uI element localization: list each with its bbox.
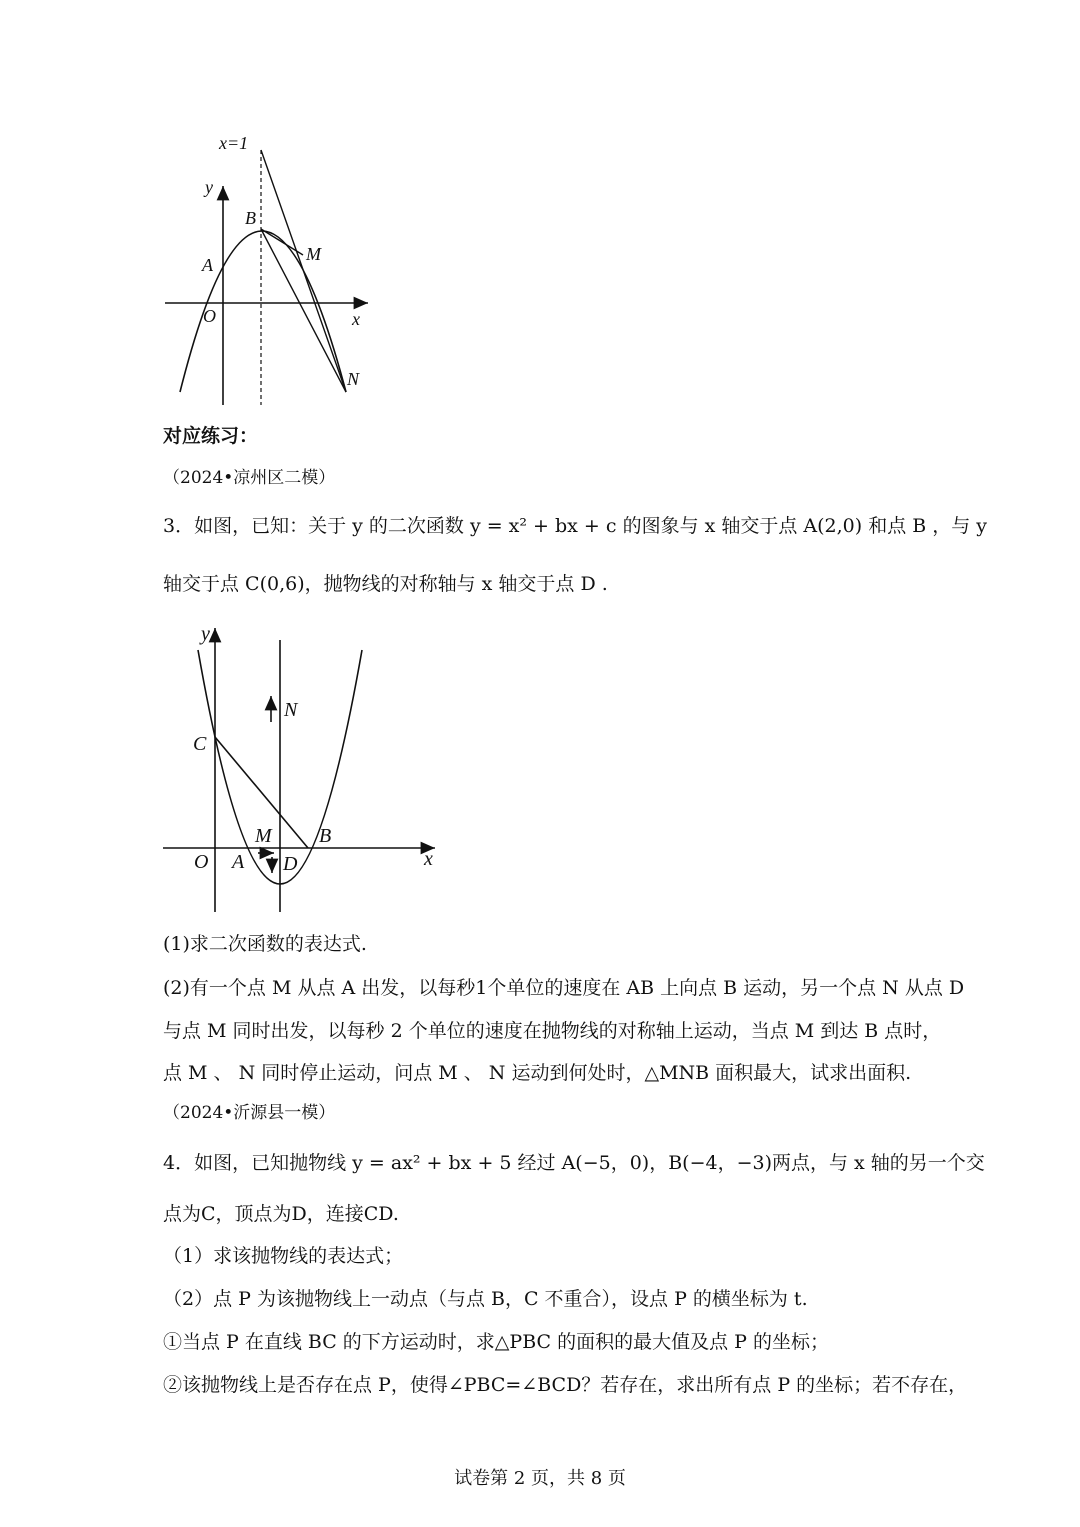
label-a: A bbox=[202, 255, 213, 275]
q3-source: （2024•凉州区二模） bbox=[163, 468, 336, 488]
q4-line2: 点为C，顶点为D，连接CD. bbox=[163, 1203, 399, 1225]
q3-part2-line3: 点 M 、 N 同时停止运动，问点 M 、 N 运动到何处时，△MNB 面积最大，试求出面积. bbox=[163, 1062, 912, 1084]
label-o: O bbox=[194, 851, 209, 873]
label-y: y bbox=[205, 177, 213, 197]
label-d: D bbox=[283, 853, 298, 875]
label-m: M bbox=[255, 825, 272, 847]
segment-bn bbox=[261, 229, 346, 392]
figure-1 bbox=[155, 125, 385, 415]
q3-part2-line2: 与点 M 同时出发，以每秒 2 个单位的速度在抛物线的对称轴上运动，当点 M 到达 B 点时， bbox=[163, 1020, 942, 1042]
q4-part2: （2）点 P 为该抛物线上一动点（与点 B，C 不重合），设点 P 的横坐标为 t. bbox=[163, 1288, 808, 1310]
label-m: M bbox=[306, 244, 321, 264]
label-x: x bbox=[424, 848, 433, 870]
q3-part1: (1)求二次函数的表达式. bbox=[163, 933, 367, 955]
label-b: B bbox=[245, 208, 256, 228]
q4-line1: 4．如图，已知抛物线 y = ax² + bx + 5 经过 A(−5，0)，B(−4，−3)两点，与 x 轴的另一个交 bbox=[163, 1152, 985, 1174]
label-b: B bbox=[319, 825, 332, 847]
label-o: O bbox=[203, 306, 216, 326]
q4-sub1: ①当点 P 在直线 BC 的下方运动时，求△PBC 的面积的最大值及点 P 的坐标； bbox=[163, 1331, 829, 1353]
label-n: N bbox=[347, 369, 360, 389]
label-n: N bbox=[284, 699, 298, 721]
q4-sub2: ②该抛物线上是否存在点 P，使得∠PBC=∠BCD？若存在，求出所有点 P 的坐标；若不存在， bbox=[163, 1374, 968, 1396]
label-x: x bbox=[352, 309, 360, 329]
figure-2 bbox=[155, 620, 445, 920]
label-y: y bbox=[201, 623, 210, 645]
q3-line1: 3．如图，已知：关于 y 的二次函数 y = x² + bx + c 的图象与 x 轴交于点 A(2,0) 和点 B ，与 y bbox=[163, 515, 988, 537]
label-a: A bbox=[232, 851, 245, 873]
q3-part2-line1: (2)有一个点 M 从点 A 出发，以每秒1个单位的速度在 AB 上向点 B 运动，另一个点 N 从点 D bbox=[163, 977, 965, 999]
label-x-eq-1: x=1 bbox=[219, 133, 249, 153]
page-footer: 试卷第 2 页，共 8 页 bbox=[454, 1468, 626, 1489]
line-tangent bbox=[261, 150, 346, 392]
label-c: C bbox=[193, 733, 207, 755]
q4-source: （2024•沂源县一模） bbox=[163, 1103, 336, 1123]
q3-line2: 轴交于点 C(0,6)，抛物线的对称轴与 x 轴交于点 D . bbox=[163, 573, 608, 595]
section-title: 对应练习： bbox=[163, 425, 259, 447]
q4-part1: （1）求该抛物线的表达式； bbox=[163, 1245, 404, 1267]
